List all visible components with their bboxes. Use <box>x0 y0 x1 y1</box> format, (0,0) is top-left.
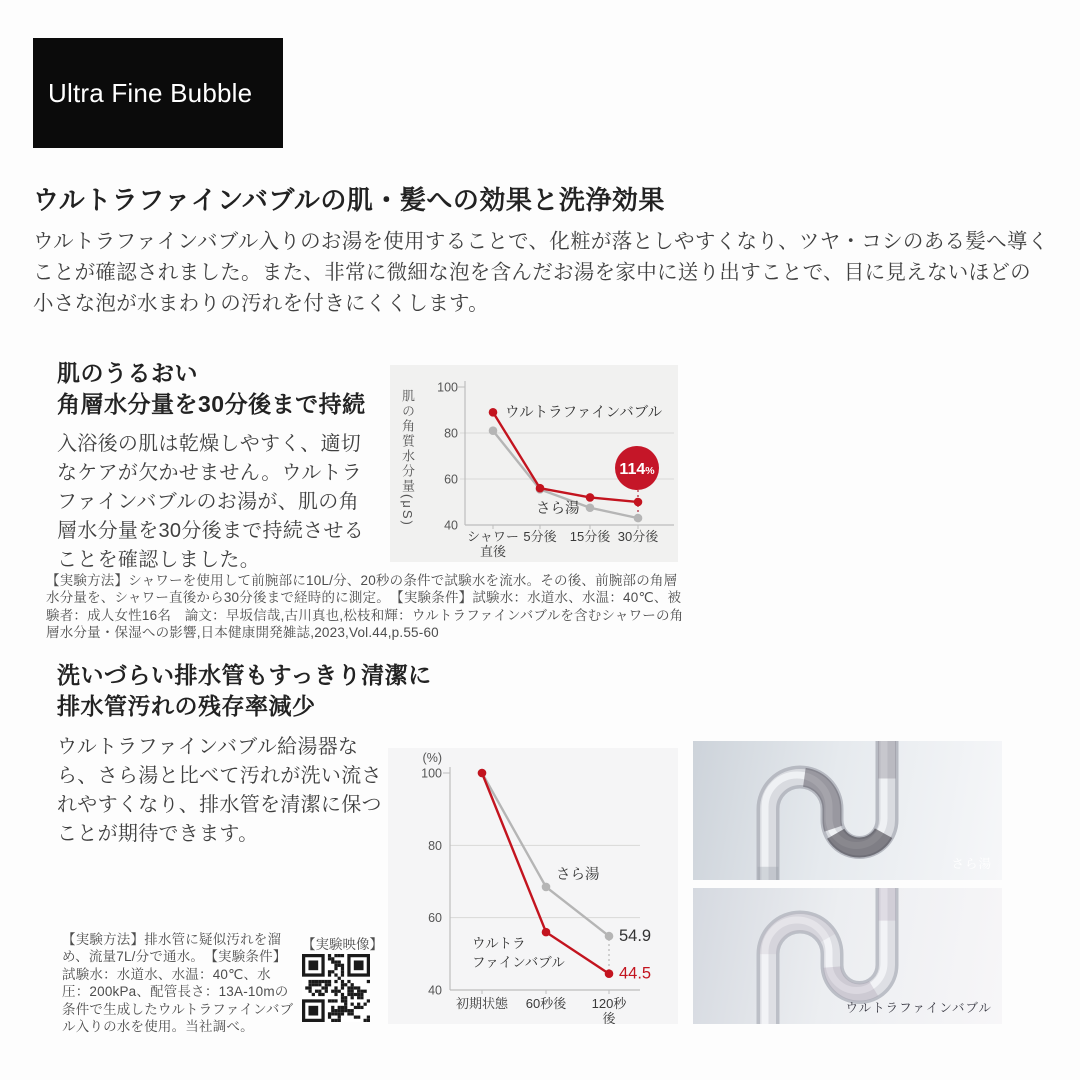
intro-paragraph: ウルトラファインバブル入りのお湯を使用することで、化粧が落としやすくなり、ツヤ・コシのある髪へ導くことが確認されました。また、非常に微細な泡を含んだお湯を家中に送り出すことで、目に見えないほどの小さな泡が水まわりの汚れを付きにくくします。 <box>33 230 1049 315</box>
svg-text:80: 80 <box>444 426 458 441</box>
pipe-title-line2: 排水管汚れの残存率減少 <box>57 693 316 719</box>
svg-text:60: 60 <box>428 911 442 926</box>
photo-plain-water-pipe <box>693 741 1002 880</box>
svg-text:114%: 114% <box>619 461 655 478</box>
pipe-section-body: ウルトラファインバブル給湯器なら、さら湯と比べて汚れが洗い流されやすくなり、排水管を清潔に保つことが期待できます。 <box>57 736 382 845</box>
pipe-chart-panel <box>388 748 678 1024</box>
svg-text:ウルトラ: ウルトラ <box>472 936 526 951</box>
svg-text:ファインバブル: ファインバブル <box>472 955 565 970</box>
page-title: ウルトラファインバブルの肌・髪への効果と洗浄効果 <box>33 185 665 215</box>
qr-code <box>302 954 370 1022</box>
svg-text:シャワー: シャワー <box>467 529 519 544</box>
skin-section-body: 入浴後の肌は乾燥しやすく、適切なケアが欠かせません。ウルトラファインバブルのお湯が、肌の角層水分量を30分後まで持続させることを確認しました。 <box>57 433 365 571</box>
svg-text:初期状態: 初期状態 <box>455 996 509 1011</box>
skin-section-title <box>57 358 366 420</box>
experiment-video-label: 【実験映像】 <box>302 937 383 952</box>
skin-moisture-line-chart <box>390 365 678 562</box>
brand-badge <box>33 38 283 148</box>
svg-text:直後: 直後 <box>479 544 507 559</box>
svg-text:ウルトラファインバブル: ウルトラファインバブル <box>505 405 663 421</box>
svg-text:60: 60 <box>444 472 458 487</box>
skin-experiment-note: 【実験方法】シャワーを使用して前腕部に10L/分、20秒の条件で試験水を流水。その後、前腕部の角層水分量を、シャワー直後から30分後まで経時的に測定。 【実験条件】試験水：水道水、水温：40℃、被験者：成人女性16名 論文：早坂信哉,古川真也,松枝和輝：ウルトラファインバブルを含むシャワーの角層水分量・保湿への影響,日本健康開発雑誌,2023,Vol.44,p.55-60 <box>46 573 684 641</box>
photo-ufb-pipe <box>693 888 1002 1024</box>
svg-text:100: 100 <box>421 766 442 781</box>
pipe-section-title <box>57 660 432 722</box>
svg-text:15分後: 15分後 <box>569 529 611 544</box>
brand-badge-label: Ultra Fine Bubble <box>48 77 253 108</box>
pipe-experiment-note: 【実験方法】排水管に疑似汚れを溜め、流量7L/分で通水。 【実験条件】試験水：水道水、水温：40℃、水圧：200kPa、配管長さ：13A-10mの条件で生成したウルトラファインバブル入りの水を使用。当社調べ。 <box>62 932 294 1035</box>
svg-text:100: 100 <box>437 380 458 395</box>
skin-chart-y-axis-label: 肌の角質水分量(μS) <box>400 389 415 527</box>
svg-text:54.9: 54.9 <box>619 927 652 946</box>
photo-caption-plain-water: さら湯 <box>951 857 992 871</box>
svg-text:40: 40 <box>428 983 442 998</box>
pipe-residue-line-chart <box>388 748 678 1024</box>
svg-text:60秒後: 60秒後 <box>525 996 567 1011</box>
svg-text:44.5: 44.5 <box>619 964 652 983</box>
svg-text:さら湯: さら湯 <box>556 867 600 883</box>
skin-chart-panel <box>390 365 678 562</box>
svg-text:120秒: 120秒 <box>591 996 627 1011</box>
svg-text:5分後: 5分後 <box>523 529 557 544</box>
skin-title-line1: 肌のうるおい <box>57 360 198 386</box>
svg-text:後: 後 <box>602 1011 616 1024</box>
svg-text:(%): (%) <box>422 751 442 765</box>
pipe-title-line1: 洗いづらい排水管もすっきり清潔に <box>57 662 432 688</box>
svg-text:30分後: 30分後 <box>617 529 659 544</box>
skin-title-line2: 角層水分量を30分後まで持続 <box>57 391 366 417</box>
svg-text:40: 40 <box>444 518 458 533</box>
photo-caption-ufb: ウルトラファインバブル <box>845 1001 992 1015</box>
svg-text:さら湯: さら湯 <box>536 501 580 517</box>
svg-text:80: 80 <box>428 838 442 853</box>
